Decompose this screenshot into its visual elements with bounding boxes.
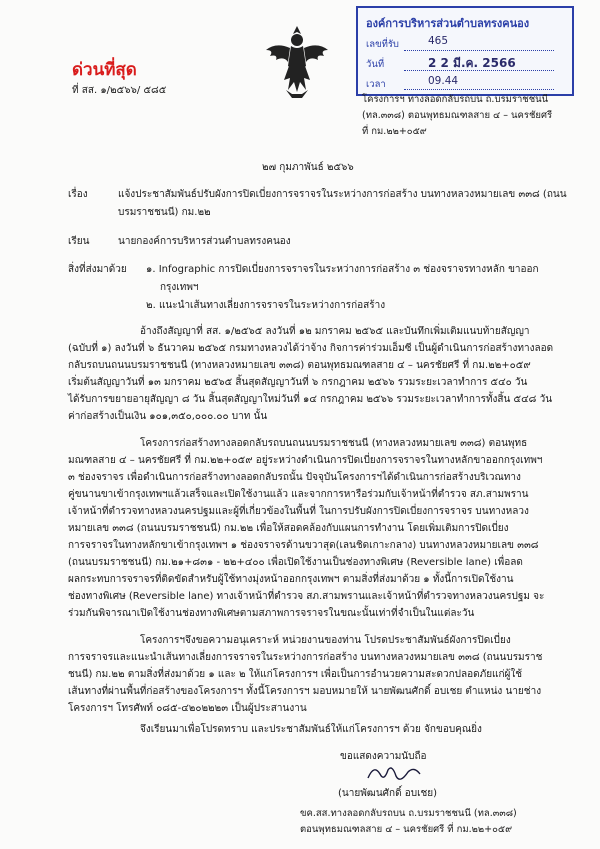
subject-label: เรื่อง bbox=[68, 189, 88, 200]
document-date: ๒๗ กุมภาพันธ์ ๒๕๖๖ bbox=[262, 162, 354, 173]
subject-line: แจ้งประชาสัมพันธ์ปรับผังการปิดเบี่ยงการจราจรในระหว่างการก่อสร้าง บนทางหลวงหมายเลข ๓๓๘ (ถนน bbox=[118, 189, 567, 200]
enclosure-item: ๑. Infographic การปิดเบี่ยงการจราจรในระหว่างการก่อสร้าง ๓ ช่องจราจรทางหลัก ขาออก bbox=[146, 264, 539, 275]
stamp-line bbox=[404, 70, 554, 71]
paragraph-line: โครงการฯจึงขอความอนุเคราะห์ หน่วยงานของท่าน โปรดประชาสัมพันธ์ผังการปิดเบี่ยง bbox=[140, 635, 511, 646]
stamp-line bbox=[404, 50, 554, 51]
stamp-title: องค์การบริหารส่วนตำบลทรงคนอง bbox=[366, 17, 530, 30]
paragraph-line: เจ้าหน้าที่ตำรวจทางหลวงนครปฐมและผู้ที่เกี่ยวข้องในพื้นที่ ในการปรับผังการปิดเบี่ยงการจราจร บนทางหลวง bbox=[68, 506, 529, 517]
enclosure-item: กรุงเทพฯ bbox=[160, 282, 199, 293]
paragraph-line: เริ่มต้นสัญญาวันที่ ๑๓ มกราคม ๒๕๖๕ สิ้นสุดสัญญาวันที่ ๖ กรกฎาคม ๒๕๖๖ รวมระยะเวลาทำการ ๕๔๐ วัน bbox=[68, 377, 528, 388]
signer-position-line: ตอนพุทธมณฑลสาย ๔ – นครชัยศรี ที่ กม.๒๒+๐๕๙ bbox=[300, 824, 513, 835]
reference-number: ที่ สส. ๑/๒๕๖๖/ ๕๘๕ bbox=[72, 85, 167, 96]
stamp-line bbox=[404, 89, 554, 90]
stamp-time: 09.44 bbox=[428, 75, 459, 87]
sender-address-line: ที่ กม.๒๒+๐๕๙ bbox=[362, 126, 427, 137]
paragraph-line: ช่องทางพิเศษ (Reversible lane) ทางเจ้าหน้าที่ตำรวจ สภ.สามพรานและเจ้าหน้าที่ตำรวจทางหลวงนครปฐม จะ bbox=[68, 591, 545, 602]
received-stamp bbox=[356, 6, 574, 96]
recipient: นายกองค์การบริหารส่วนตำบลทรงคนอง bbox=[118, 236, 291, 247]
stamp-received-no-label: เลขที่รับ bbox=[366, 39, 399, 50]
signature-icon bbox=[364, 762, 424, 786]
paragraph-line: โครงการฯ โทรศัพท์ ๐๘๕-๔๒๐๒๒๒๓ เป็นผู้ประสานงาน bbox=[68, 703, 307, 714]
regards: ขอแสดงความนับถือ bbox=[340, 751, 427, 762]
signer-position-line: ขค.สส.ทางลอดกลับรถบน ถ.บรมราชชนนี (ทล.๓๓๘) bbox=[300, 808, 517, 819]
paragraph-line: อ้างถึงสัญญาที่ สส. ๑/๒๕๖๕ ลงวันที่ ๑๒ มกราคม ๒๕๖๕ และบันทึกเพิ่มเติมแนบท้ายสัญญา bbox=[140, 326, 530, 337]
paragraph-line: กลับรถบนถนนบรมราชชนนี (ทางหลวงหมายเลข ๓๓๘) ตอนพุทธมณฑลสาย ๔ – นครชัยศรี ที่ กม.๒๒+๐๕๙ bbox=[68, 360, 531, 371]
signer-name: (นายพัฒนศักดิ์ อบเชย) bbox=[338, 788, 438, 799]
subject-line: บรมราชชนนี) กม.๒๒ bbox=[118, 207, 211, 218]
enclosures-label: สิ่งที่ส่งมาด้วย bbox=[68, 264, 127, 275]
paragraph-line: คู่ขนานขาเข้ากรุงเทพฯแล้วเสร็จและเปิดใช้งานแล้ว และจากการหารือร่วมกับเจ้าหน้าที่ตำรวจ สภ.สามพราน bbox=[68, 489, 529, 500]
paragraph-line: ได้รับการขยายอายุสัญญา ๘ วัน สิ้นสุดสัญญาใหม่วันที่ ๑๔ กรกฎาคม ๒๕๖๖ รวมระยะเวลาทำการทั้งสิ้น ๕๔๘ วัน bbox=[68, 394, 553, 405]
paragraph-line: ผลกระทบการจราจรที่ติดขัดสำหรับผู้ใช้ทางมุ่งหน้าออกกรุงเทพฯ ตามสิ่งที่ส่งมาด้วย ๑ ทั้งนี้การเปิดใช้งาน bbox=[68, 574, 514, 585]
paragraph-line: เส้นทางที่ผ่านพื้นที่ก่อสร้างของโครงการฯ ทั้งนี้โครงการฯ มอบหมายให้ นายพัฒนศักดิ์ อบเชย ตำแหน่ง นายช่าง bbox=[68, 686, 542, 697]
enclosure-item: ๒. แนะนำเส้นทางเลี่ยงการจราจรในระหว่างการก่อสร้าง bbox=[146, 300, 386, 311]
sender-address-line: (ทล.๓๓๘) ตอนพุทธมณฑลสาย ๔ – นครชัยศรี bbox=[362, 110, 553, 121]
paragraph-line: หมายเลข ๓๓๘ (ถนนบรมราชชนนี) กม.๒๒ เพื่อให้สอดคล้องกับแผนการทำงาน โดยเพิ่มเติมการปิดเบี่ยง bbox=[68, 523, 509, 534]
paragraph-line: (ฉบับที่ ๑) ลงวันที่ ๖ ธันวาคม ๒๕๖๕ กรมทางหลวงได้ว่าจ้าง กิจการค่าร่วมเอ็มซี เป็นผู้ดำเนินการก่อสร้างทางลอด bbox=[68, 343, 554, 354]
paragraph-line: การจราจรและแนะนำเส้นทางเลี่ยงการจราจรในระหว่างการก่อสร้าง บนทางหลวงหมายเลข ๓๓๘ (ถนนบรมราช bbox=[68, 652, 543, 663]
paragraph-line: การจราจรในทางหลักขาเข้ากรุงเทพฯ ๑ ช่องจราจรด้านขวาสุด(เลนชิดเกาะกลาง) บนทางหลวงหมายเลข ๓๓๘ bbox=[68, 540, 539, 551]
paragraph-line: ๓ ช่องจราจร เพื่อดำเนินการก่อสร้างทางลอดกลับรถนั้น ปัจจุบันโครงการฯได้ดำเนินการก่อสร้างบริเวณทาง bbox=[68, 472, 521, 483]
stamp-received-no: 465 bbox=[428, 35, 449, 47]
paragraph-line: ร่วมกันพิจารณาเปิดใช้งานช่องทางพิเศษตามสภาพการจราจรในขณะนั้นเท่าที่จำเป็นในแต่ละวัน bbox=[68, 608, 475, 619]
recipient-label: เรียน bbox=[68, 236, 90, 247]
stamp-date: 2 2 มี.ค. 2566 bbox=[428, 56, 516, 70]
garuda-emblem-icon bbox=[262, 20, 332, 102]
closing-line: จึงเรียนมาเพื่อโปรดทราบ และประชาสัมพันธ์ให้แก่โครงการฯ ด้วย จักขอบคุณยิ่ง bbox=[140, 724, 482, 735]
paragraph-line: มณฑลสาย ๔ – นครชัยศรี ที่ กม.๒๒+๐๕๙ อยู่ระหว่างดำเนินการปิดเบี่ยงการจราจรในทางหลักขาออกกรุงเทพฯ bbox=[68, 455, 543, 466]
paragraph-line: (ถนนบรมราชชนนี) กม.๒๑+๘๓๑ - ๒๒+๔๐๐ เพื่อเปิดใช้งานเป็นช่องทางพิเศษ (Reversible lane) เพื่อลด bbox=[68, 557, 523, 568]
urgency-label: ด่วนที่สุด bbox=[72, 60, 137, 80]
paragraph-line: ชนนี) กม.๒๒ ตามสิ่งที่ส่งมาด้วย ๑ และ ๒ ให้แก่โครงการฯ เพื่อเป็นการอำนวยความสะดวกปลอดภัยแก่ผู้ใช้ bbox=[68, 669, 523, 680]
sender-address-line: โครงการฯ ทางลอดกลับรถบน ถ.บรมราชชนนี bbox=[362, 94, 549, 105]
stamp-date-label: วันที่ bbox=[366, 59, 385, 70]
paragraph-line: โครงการก่อสร้างทางลอดกลับรถบนถนนบรมราชชนนี (ทางหลวงหมายเลข ๓๓๘) ตอนพุทธ bbox=[140, 438, 528, 449]
paragraph-line: ค่าก่อสร้างเป็นเงิน ๑๐๑,๓๕๐,๐๐๐.๐๐ บาท นั้น bbox=[68, 411, 268, 422]
stamp-time-label: เวลา bbox=[366, 79, 386, 90]
